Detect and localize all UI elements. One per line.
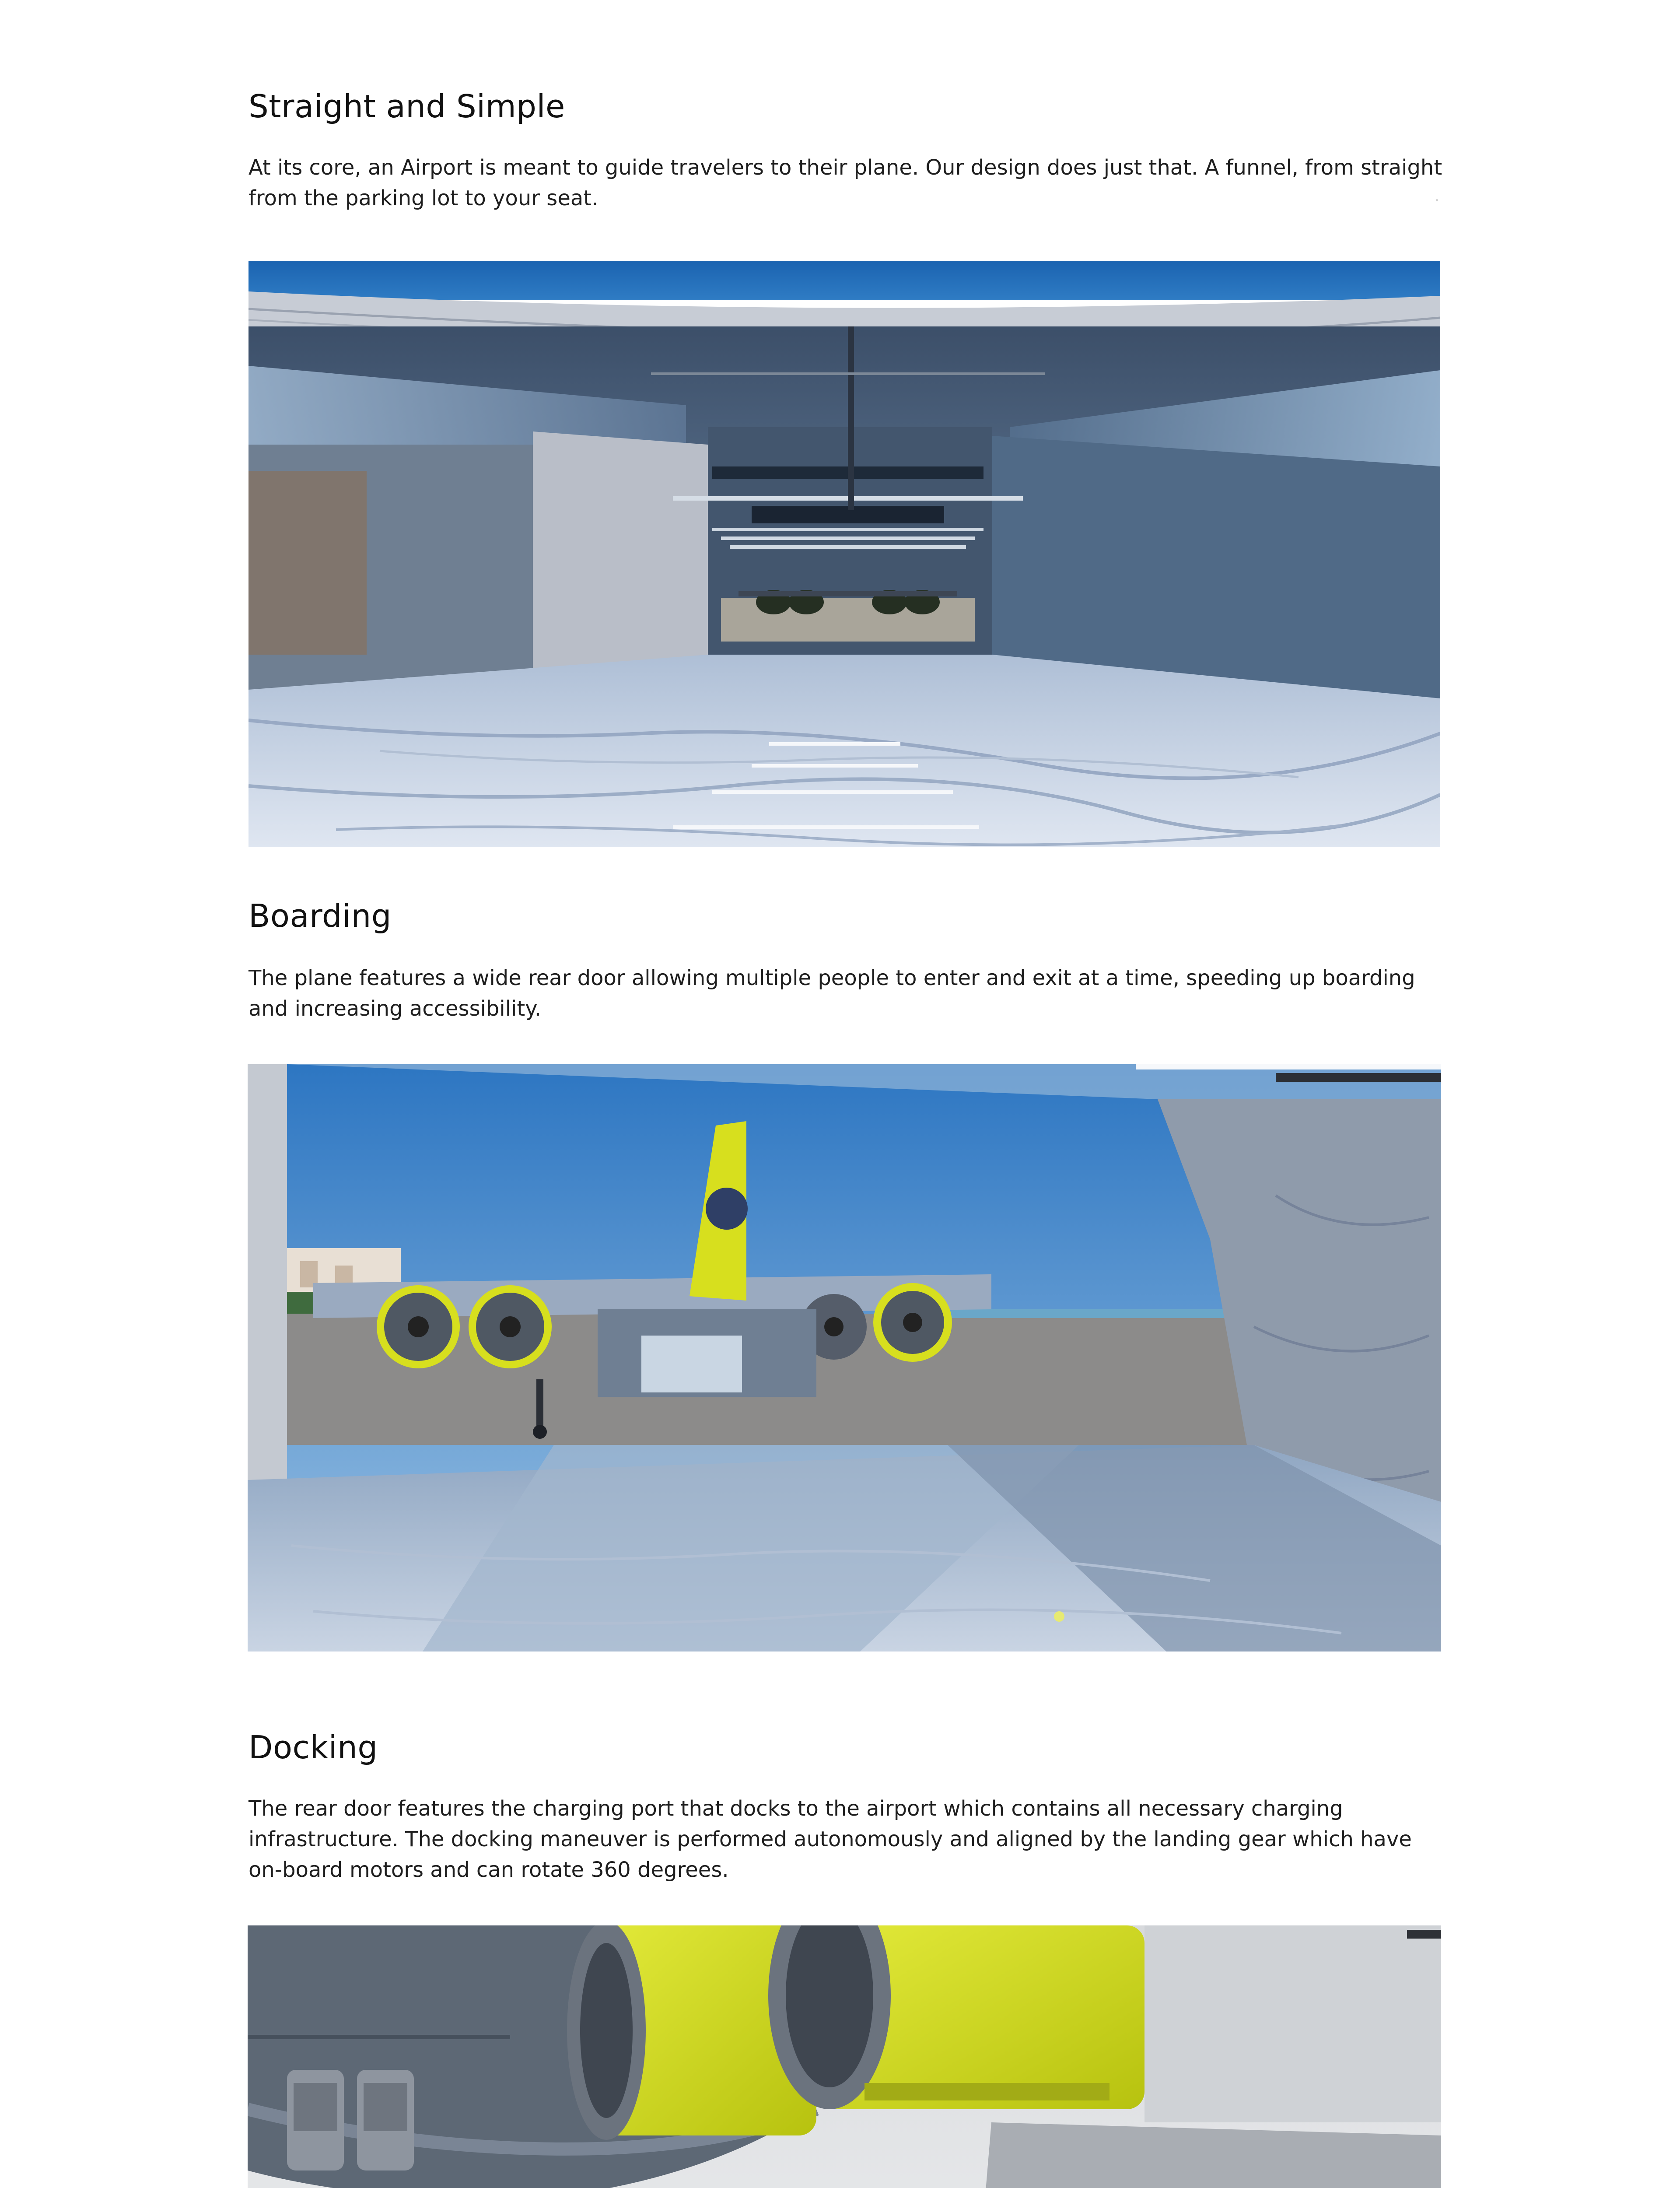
section-body-docking: The rear door features the charging port that docks to the airport which contains all necessary charging infrastructure. The docking maneuver is performed autonomously and aligned by the landing gear which have on-board motors and can rotate 360 degrees. bbox=[248, 1796, 1412, 1882]
section-title-boarding: Boarding bbox=[248, 898, 392, 934]
section-title-docking: Docking bbox=[248, 1729, 378, 1766]
terminal-corridor-image bbox=[248, 261, 1440, 847]
section-title-straight-and-simple: Straight and Simple bbox=[248, 88, 565, 125]
decorative-dot bbox=[1436, 199, 1438, 201]
section-body-boarding: The plane features a wide rear door allowing multiple people to enter and exit at a time, speeding up boarding and increasing accessibility. bbox=[248, 966, 1415, 1021]
section-body-straight-and-simple: At its core, an Airport is meant to guide travelers to their plane. Our design does just that. A funnel, from straight from the parking lot to your seat. bbox=[248, 155, 1442, 210]
aircraft-docking-image bbox=[248, 1925, 1441, 2188]
aircraft-boarding-image bbox=[248, 1064, 1441, 1652]
